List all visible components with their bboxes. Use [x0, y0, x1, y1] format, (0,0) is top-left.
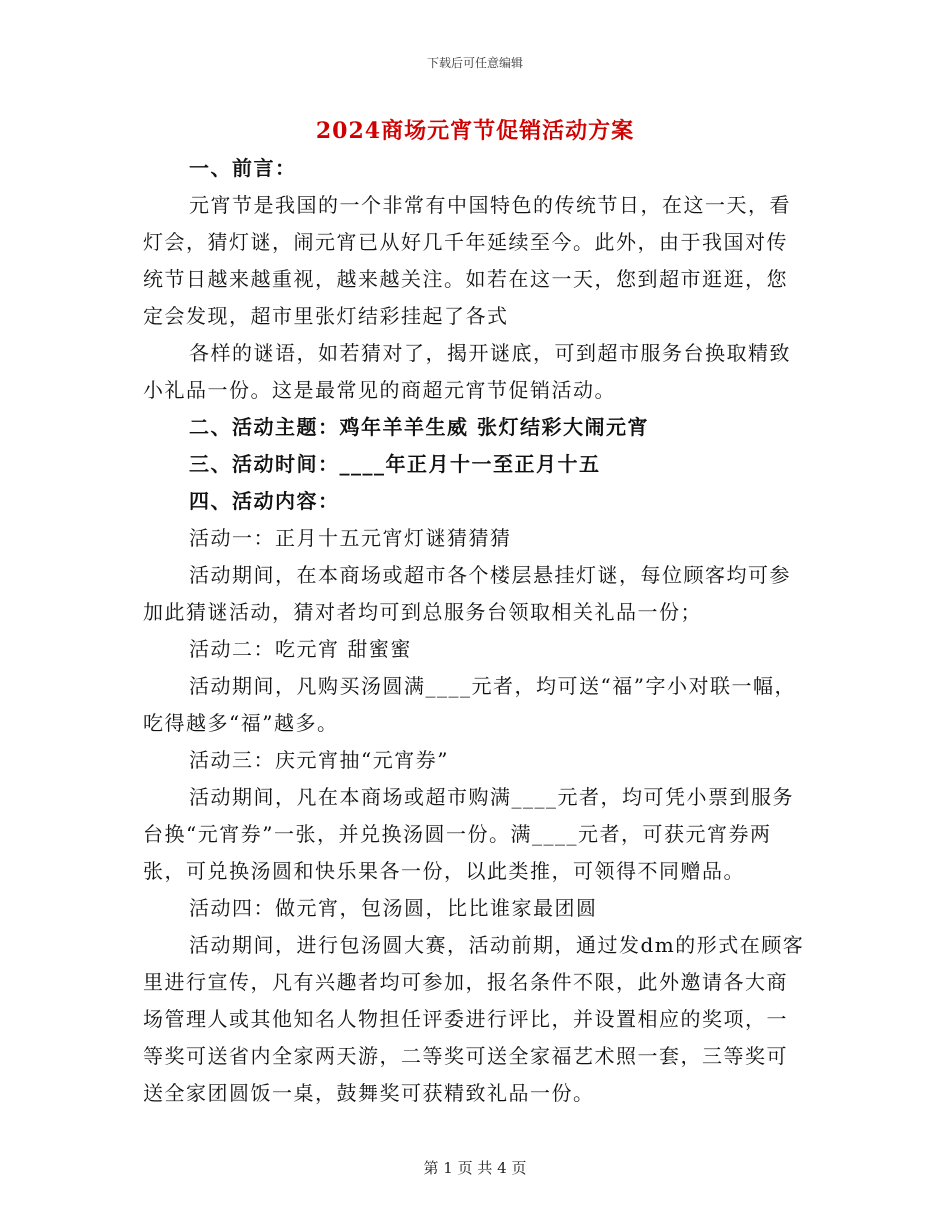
section-heading-content: 四、活动内容：: [189, 489, 340, 513]
paragraph-line: 元宵节是我国的一个非常有中国特色的传统节日，在这一天，看: [189, 193, 791, 217]
activity-4-title: 活动四：做元宵，包汤圆，比比谁家最团圆: [189, 896, 598, 920]
paragraph-line: 送全家团圆饭一桌，鼓舞奖可获精致礼品一份。: [143, 1081, 595, 1105]
page-header-note: 下载后可任意编辑: [426, 56, 523, 70]
paragraph-line: 里进行宣传，凡有兴趣者均可参加，报名条件不限，此外邀请各大商: [143, 970, 788, 994]
paragraph-line: 活动期间，凡购买汤圆满____元者，均可送“福”字小对联一幅，: [189, 674, 796, 698]
paragraph-line: 定会发现，超市里张灯结彩挂起了各式: [143, 304, 509, 328]
section-heading-preface: 一、前言：: [189, 156, 297, 180]
document-body: [143, 150, 808, 1112]
activity-2-title: 活动二：吃元宵 甜蜜蜜: [189, 637, 412, 661]
section-heading-time: 三、活动时间：____年正月十一至正月十五: [189, 452, 601, 476]
paragraph-line: 加此猜谜活动，猜对者均可到总服务台领取相关礼品一份；: [143, 600, 702, 624]
activity-3-title: 活动三：庆元宵抽“元宵券”: [189, 748, 449, 772]
document-title: 2024商场元宵节促销活动方案: [315, 118, 635, 144]
paragraph-line: 灯会，猜灯谜，闹元宵已从好几千年延续至今。此外，由于我国对传: [143, 230, 788, 254]
paragraph-line: 小礼品一份。这是最常见的商超元宵节促销活动。: [143, 378, 616, 402]
paragraph-line: 活动期间，进行包汤圆大赛，活动前期，通过发dm的形式在顾客: [189, 933, 805, 957]
paragraph-line: 张，可兑换汤圆和快乐果各一份，以此类推，可领得不同赠品。: [143, 859, 745, 883]
paragraph-line: 台换“元宵券”一张，并兑换汤圆一份。满____元者，可获元宵券两: [143, 822, 772, 846]
paragraph-line: 各样的谜语，如若猜对了，揭开谜底，可到超市服务台换取精致: [189, 341, 791, 365]
paragraph-line: 等奖可送省内全家两天游，二等奖可送全家福艺术照一套，三等奖可: [143, 1044, 788, 1068]
activity-1-title: 活动一：正月十五元宵灯谜猜猜猜: [189, 526, 512, 550]
section-heading-theme: 二、活动主题：鸡年羊羊生威 张灯结彩大闹元宵: [189, 415, 649, 439]
paragraph-line: 活动期间，在本商场或超市各个楼层悬挂灯谜，每位顾客均可参: [189, 563, 791, 587]
page-number: 第 1 页 共 4 页: [423, 1159, 527, 1177]
paragraph-line: 统节日越来越重视，越来越关注。如若在这一天，您到超市逛逛，您: [143, 267, 788, 291]
paragraph-line: 活动期间，凡在本商场或超市购满____元者，均可凭小票到服务: [189, 785, 794, 809]
paragraph-line: 吃得越多“福”越多。: [143, 711, 339, 735]
paragraph-line: 场管理人或其他知名人物担任评委进行评比，并设置相应的奖项，一: [143, 1007, 788, 1031]
